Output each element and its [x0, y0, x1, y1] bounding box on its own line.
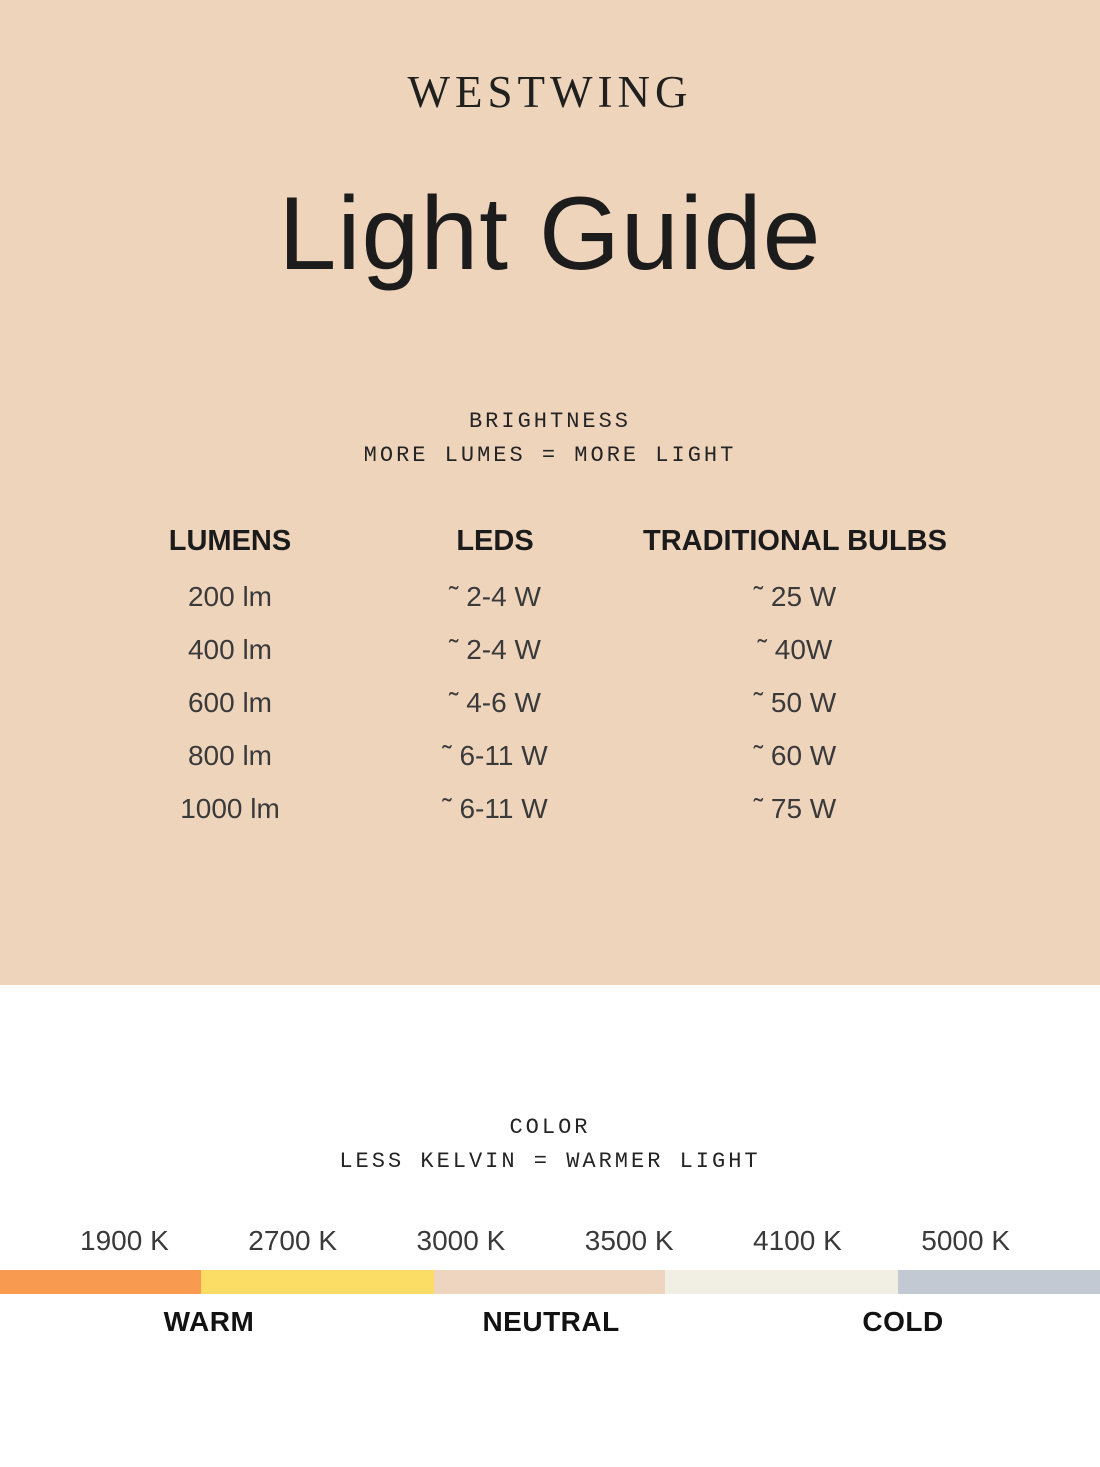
lumens-cell: 200 lm [187, 580, 273, 612]
color-subheading: LESS KELVIN = WARMER LIGHT [339, 1149, 761, 1174]
table-row [100, 623, 1100, 676]
color-temperature-bar [0, 1270, 1100, 1294]
bulbs-cell: ˜ 40W [757, 633, 833, 665]
bulbs-cell: ˜ 25 W [753, 580, 837, 612]
temp-label-neutral: NEUTRAL [482, 1306, 620, 1337]
lumens-cell: 1000 lm [180, 792, 280, 824]
color-heading: COLOR [509, 1115, 591, 1140]
bulbs-cell: ˜ 75 W [753, 792, 837, 824]
kelvin-label-5000: 5000 K [921, 1225, 1010, 1256]
leds-cell: ˜ 2-4 W [449, 580, 541, 612]
table-row [100, 676, 1100, 729]
brand-logo: WESTWING [407, 67, 693, 117]
brightness-table [0, 525, 1100, 835]
leds-cell: ˜ 6-11 W [442, 792, 548, 824]
temp-label-warm: WARM [163, 1306, 255, 1337]
color-bar-segment-warm-orange [0, 1270, 201, 1294]
table-row [100, 729, 1100, 782]
kelvin-label-2700: 2700 K [248, 1225, 337, 1256]
leds-cell: ˜ 2-4 W [449, 633, 541, 665]
bulbs-cell: ˜ 50 W [753, 686, 837, 718]
column-header-traditional-bulbs: TRADITIONAL BULBS [643, 525, 947, 558]
kelvin-label-1900: 1900 K [80, 1225, 169, 1256]
temp-label-cold: COLD [862, 1306, 944, 1337]
lumens-cell: 600 lm [187, 686, 273, 718]
kelvin-scale [0, 1225, 1100, 1257]
kelvin-label-4100: 4100 K [753, 1225, 842, 1256]
color-bar-segment-neutral-beige [434, 1270, 665, 1294]
leds-cell: ˜ 4-6 W [449, 686, 541, 718]
color-bar-segment-cold-bluegray [898, 1270, 1100, 1294]
leds-cell: ˜ 6-11 W [442, 739, 548, 771]
lumens-cell: 400 lm [187, 633, 273, 665]
color-bar-segment-warm-yellow [201, 1270, 434, 1294]
temperature-labels [0, 1306, 1100, 1342]
kelvin-label-3000: 3000 K [416, 1225, 506, 1256]
column-header-leds: LEDS [456, 525, 534, 558]
table-row [100, 570, 1100, 623]
lumens-cell: 800 lm [187, 739, 273, 771]
color-panel [0, 985, 1100, 1467]
page-title: Light Guide [278, 176, 822, 292]
bulbs-cell: ˜ 60 W [753, 739, 837, 771]
table-header-row [100, 525, 1100, 558]
table-row [100, 782, 1100, 835]
color-bar-segment-neutral-cream [665, 1270, 897, 1294]
kelvin-label-3500: 3500 K [584, 1225, 674, 1256]
brightness-subheading: MORE LUMES = MORE LIGHT [363, 443, 737, 469]
column-header-lumens: LUMENS [168, 525, 292, 558]
brightness-heading: BRIGHTNESS [468, 409, 632, 435]
